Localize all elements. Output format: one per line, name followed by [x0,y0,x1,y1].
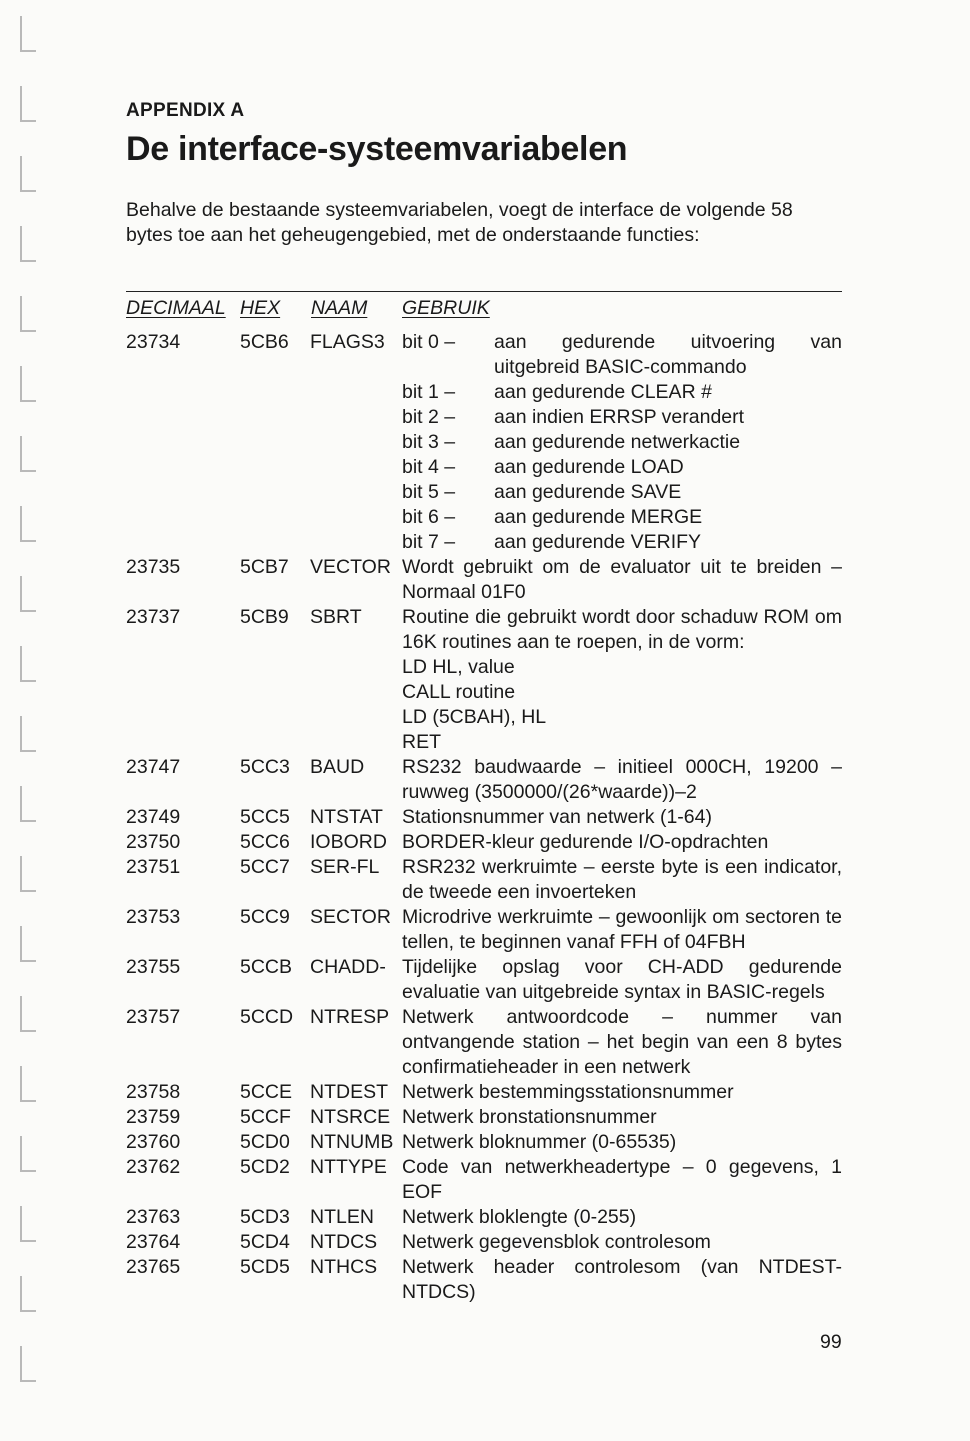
decimal-cell: 23735 [126,556,181,578]
table-row [126,830,842,855]
usage-line: RET [402,731,441,753]
table-row [126,1130,842,1155]
flag-bits-list [402,330,842,555]
bit-description: aan gedurende netwerkactie [494,431,741,453]
binding-mark [20,646,36,682]
binding-mark [20,156,36,192]
decimal-cell: 23765 [126,1256,181,1278]
flag-bit-item [402,430,842,455]
binding-mark [20,926,36,962]
decimal-cell: 23762 [126,1156,181,1178]
intro-paragraph: Behalve de bestaande systeemvariabelen, voegt de interface de volgende 58 bytes toe aan het geheugengebied, met de onderstaande functies: [126,199,793,246]
hex-cell: 5CCB [240,956,293,978]
binding-mark [20,576,36,612]
name-cell: SECTOR [310,906,391,928]
hex-cell: 5CCD [240,1006,294,1028]
usage-line: Netwerk header controlesom (van NTDEST-NTDCS) [402,1256,842,1303]
binding-mark [20,996,36,1032]
decimal-cell: 23759 [126,1106,181,1128]
page-title: De interface-systeemvariabelen [126,130,628,168]
binding-mark [20,1066,36,1102]
hex-cell: 5CC7 [240,856,290,878]
binding-mark [20,716,36,752]
bit-label: bit 2 – [402,406,456,428]
decimal-cell: 23757 [126,1006,181,1028]
table-row [126,1230,842,1255]
name-cell: BAUD [310,756,365,778]
bit-description: aan gedurende VERIFY [494,531,702,553]
hex-cell: 5CD0 [240,1131,290,1153]
binding-mark [20,1346,36,1382]
binding-mark [20,1136,36,1172]
hex-cell: 5CC5 [240,806,290,828]
binding-mark [20,296,36,332]
hex-cell: 5CC3 [240,756,290,778]
appendix-label: APPENDIX A [126,100,245,121]
usage-cell [402,1230,842,1255]
hex-cell: 5CD5 [240,1256,290,1278]
usage-line: BORDER-kleur gedurende I/O-opdrachten [402,831,769,853]
hex-cell: 5CD2 [240,1156,290,1178]
variables-table [126,330,842,1305]
usage-line: LD (5CBAH), HL [402,706,547,728]
table-row [126,955,842,1005]
binding-mark [20,226,36,262]
table-row [126,1105,842,1130]
usage-cell [402,1155,842,1205]
table-row [126,1205,842,1230]
name-cell: SBRT [310,606,362,628]
name-cell: NTRESP [310,1006,390,1028]
usage-line: RSR232 werkruimte – eerste byte is een indicator, de tweede een invoerteken [402,856,842,903]
column-header-decimaal: DECIMAAL [126,297,226,319]
column-header-naam: NAAM [311,297,368,319]
usage-line: Netwerk antwoordcode – nummer van ontvangende station – het begin van een 8 bytes confirmatieheader in een netwerk [402,1006,842,1078]
name-cell: NTDEST [310,1081,388,1103]
decimal-cell: 23734 [126,331,181,353]
usage-cell [402,1005,842,1080]
usage-line: CALL routine [402,681,516,703]
usage-line: Netwerk bloklengte (0-255) [402,1206,637,1228]
flag-bit-item [402,505,842,530]
name-cell: IOBORD [310,831,387,853]
flag-bit-item [402,405,842,430]
usage-line: Microdrive werkruimte – gewoonlijk om sectoren te tellen, te beginnen vanaf FFH of 04FBH [402,906,842,953]
usage-cell [402,555,842,605]
bit-description: aan gedurende CLEAR # [494,381,712,403]
hex-cell: 5CC9 [240,906,290,928]
name-cell: NTLEN [310,1206,374,1228]
flag-bit-item [402,380,842,405]
usage-cell [402,955,842,1005]
bit-label: bit 5 – [402,481,456,503]
binding-mark [20,786,36,822]
binding-mark [20,1206,36,1242]
bit-label: bit 7 – [402,531,456,553]
name-cell: SER-FL [310,856,380,878]
name-cell: NTHCS [310,1256,378,1278]
decimal-cell: 23750 [126,831,181,853]
hex-cell: 5CCF [240,1106,291,1128]
name-cell: NTTYPE [310,1156,387,1178]
hex-cell: 5CD3 [240,1206,290,1228]
decimal-cell: 23751 [126,856,181,878]
name-cell: NTDCS [310,1231,378,1253]
binding-mark [20,1276,36,1312]
usage-cell [402,805,842,830]
usage-line: Wordt gebruikt om de evaluator uit te breiden – Normaal 01F0 [402,556,842,603]
hex-cell: 5CB7 [240,556,289,578]
usage-line: Netwerk bestemmingsstationsnummer [402,1081,734,1103]
usage-cell [402,855,842,905]
usage-cell [402,1105,842,1130]
usage-line: Netwerk bloknummer (0-65535) [402,1131,677,1153]
table-row [126,805,842,830]
hex-cell: 5CC6 [240,831,290,853]
usage-line: Stationsnummer van netwerk (1-64) [402,806,712,828]
table-row [126,1155,842,1205]
usage-line: RS232 baudwaarde – initieel 000CH, 19200 – ruwweg (3500000/(26*waarde))–2 [402,756,842,803]
usage-cell [402,1205,842,1230]
bit-label: bit 6 – [402,506,456,528]
column-header-hex: HEX [240,297,281,319]
table-row [126,1005,842,1080]
table-row [126,1255,842,1305]
binding-mark [20,436,36,472]
hex-cell: 5CB9 [240,606,289,628]
decimal-cell: 23755 [126,956,181,978]
decimal-cell: 23747 [126,756,181,778]
table-row [126,755,842,805]
usage-line: LD HL, value [402,656,515,678]
column-header-gebruik: GEBRUIK [402,297,490,319]
bit-description: aan gedurende MERGE [494,506,703,528]
name-cell: FLAGS3 [310,331,385,353]
hex-cell: 5CD4 [240,1231,290,1253]
bit-description: aan gedurende SAVE [494,481,682,503]
header-rule [126,291,842,292]
name-cell: NTSTAT [310,806,383,828]
usage-cell [402,1255,842,1305]
flag-bit-item [402,455,842,480]
usage-line: Routine die gebruikt wordt door schaduw ROM om 16K routines aan te roepen, in de vorm: [402,606,842,653]
usage-cell [402,605,842,755]
usage-cell [402,905,842,955]
decimal-cell: 23764 [126,1231,181,1253]
table-row [126,555,842,605]
binding-mark [20,856,36,892]
table-row [126,605,842,755]
usage-line: Tijdelijke opslag voor CH-ADD gedurende evaluatie van uitgebreide syntax in BASIC-regels [402,956,842,1003]
decimal-cell: 23737 [126,606,181,628]
binding-mark [20,366,36,402]
name-cell: NTNUMB [310,1131,394,1153]
table-row [126,905,842,955]
decimal-cell: 23760 [126,1131,181,1153]
usage-cell [402,1130,842,1155]
table-row-flags3 [126,330,842,555]
bit-label: bit 4 – [402,456,456,478]
flag-bit-item [402,530,842,555]
bit-label: bit 1 – [402,381,456,403]
bit-description: aan gedurende uitvoering van uitgebreid BASIC-commando [494,331,842,378]
usage-line: Netwerk bronstationsnummer [402,1106,657,1128]
bit-label: bit 3 – [402,431,456,453]
usage-line: Netwerk gegevensblok controlesom [402,1231,711,1253]
flag-bit-item [402,480,842,505]
decimal-cell: 23758 [126,1081,181,1103]
binding-mark [20,506,36,542]
bit-description: aan gedurende LOAD [494,456,684,478]
flag-bit-item [402,330,842,380]
name-cell: CHADD- [310,956,386,978]
decimal-cell: 23749 [126,806,181,828]
name-cell: VECTOR [310,556,391,578]
usage-cell [402,1080,842,1105]
name-cell: NTSRCE [310,1106,391,1128]
usage-line: Code van netwerkheadertype – 0 gegevens, 1 EOF [402,1156,842,1203]
decimal-cell: 23753 [126,906,181,928]
usage-cell [402,830,842,855]
hex-cell: 5CB6 [240,331,289,353]
table-row [126,855,842,905]
bit-label: bit 0 – [402,331,456,353]
decimal-cell: 23763 [126,1206,181,1228]
hex-cell: 5CCE [240,1081,293,1103]
table-row [126,1080,842,1105]
binding-mark [20,16,36,52]
bit-description: aan indien ERRSP verandert [494,406,745,428]
binding-mark [20,86,36,122]
usage-cell [402,755,842,805]
page-number: 99 [820,1331,842,1353]
